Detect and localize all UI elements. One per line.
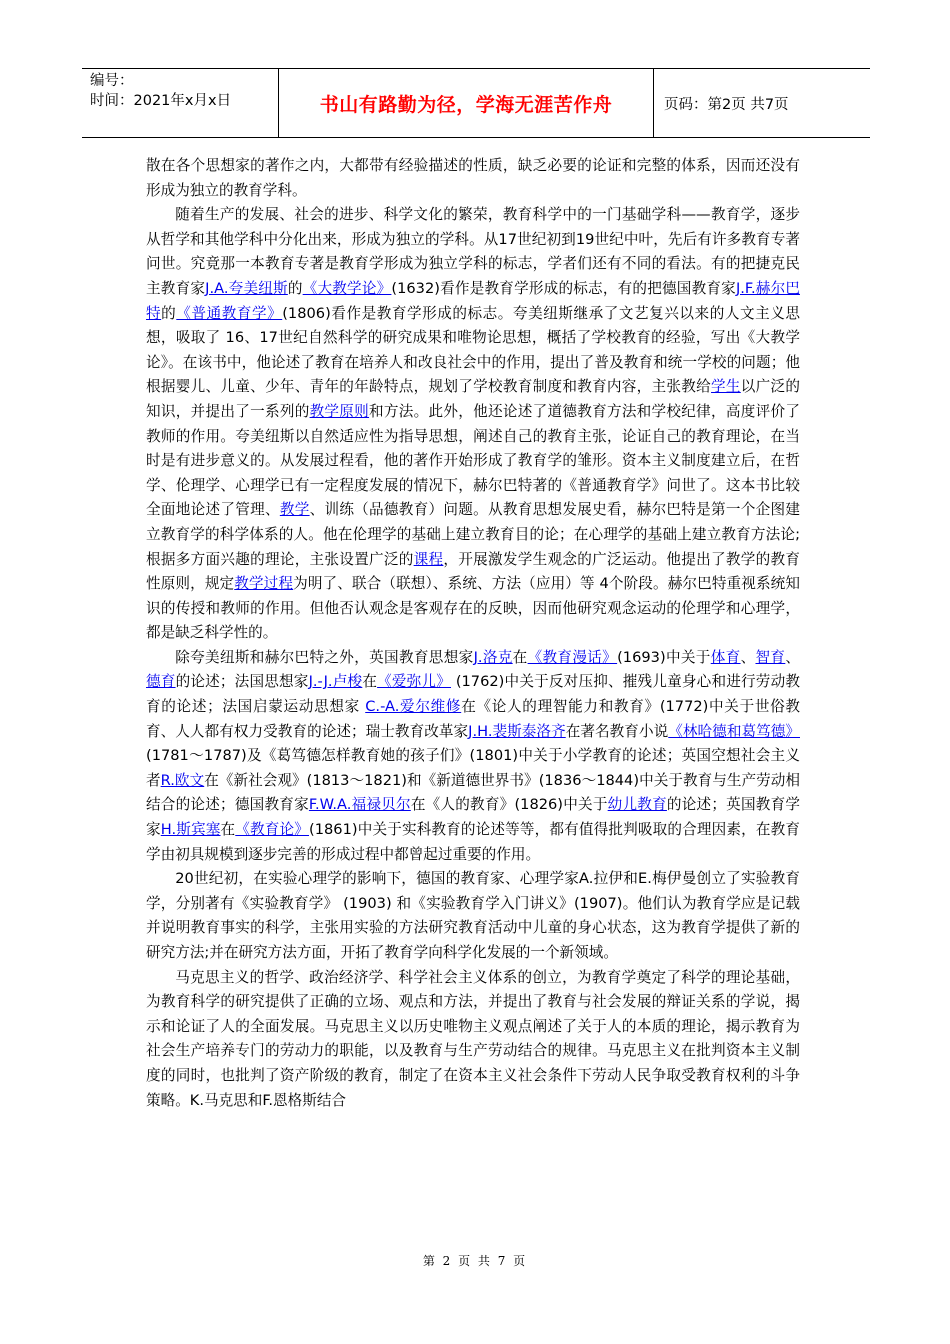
text-run: 随着生产的发展、社会的进步、科学文化的繁荣，教育科学中的一门基础学科——教育学，逐步从哲学和其他学科中分化出来，形成为独立的学科。从17世纪初到19世纪中叶，先后有许多教育专著问世。究竟那一本教育专著是教育学形成为独立学科的标志，学者们还有不同的看法。有的把捷克民主教育家	[146, 206, 800, 297]
paragraph	[146, 203, 800, 646]
text-run: 以广泛的知识，并提出了一系列的	[146, 378, 800, 420]
inline-link[interactable]: 《林哈德和葛笃德》	[668, 722, 800, 740]
text-run: 在	[512, 648, 528, 666]
paragraph	[146, 867, 800, 965]
inline-link[interactable]: J.A.夸美纽斯	[205, 279, 288, 297]
text-run: 和方法。此外，他还论述了道德教育方法和学校纪律，高度评价了教师的作用。夸美纽斯以自然适应性为指导思想，阐述自己的教育主张，论证自己的教育理论，在当时是有进步意义的。从发展过程看，他的著作开始形成了教育学的雏形。资本主义制度建立后，在哲学、伦理学、心理学已有一定程度发展的情况下，赫尔巴特著的《普通教育学》问世了。这本书比较全面地论述了管理、	[146, 402, 800, 519]
header-number-label: 编号：	[90, 73, 134, 89]
text-run: (1762)中关于反对压抑、摧残儿童身心和进行劳动教育的论述；法国启蒙运动思想家	[146, 673, 800, 716]
text-run: 马克思主义的哲学、政治经济学、科学社会主义体系的创立，为教育学奠定了科学的理论基础，为教育科学的研究提供了正确的立场、观点和方法，并提出了教育与社会发展的辩证关系的学说，揭示和论证了人的全面发展。马克思主义以历史唯物主义观点阐述了关于人的本质的理论，揭示教育为社会生产培养专门的劳动力的职能，以及教育与生产劳动结合的规律。马克思主义在批判资本主义制度的同时，也批判了资产阶级的教育，制定了在资本主义社会条件下劳动人民争取受教育权利的斗争策略。K.马克思和F.恩格斯结合	[146, 968, 800, 1109]
text-run: 的论述；法国思想家	[175, 673, 309, 691]
inline-link[interactable]: 教学	[279, 501, 310, 519]
inline-link[interactable]: 《爱弥儿》	[377, 673, 451, 691]
text-run: 为明了、联合（联想）、系统、方法（应用）等 4个阶段。赫尔巴特重视系统知识的传授和教师的作用。但他否认观念是客观存在的反映，因而他研究观念运动的伦理学和心理学，都是缺乏科学性的。	[146, 575, 800, 642]
inline-link[interactable]: 智育	[755, 648, 786, 666]
inline-link[interactable]: H.斯宾塞	[160, 821, 221, 839]
text-run: 散在各个思想家的著作之内，大都带有经验描述的性质，缺乏必要的论证和完整的体系，因而还没有形成为独立的教育学科。	[146, 157, 800, 199]
inline-link[interactable]: F.W.A.福禄贝尔	[308, 796, 411, 814]
inline-link[interactable]: J.-J.卢梭	[308, 673, 363, 691]
paragraph	[146, 966, 800, 1114]
text-run: 在	[220, 821, 236, 839]
text-run: 在《论人的理智能力和教育》(1772)中关于世俗教育、人人都有权力受教育的论述；瑞士教育改革家	[146, 698, 801, 740]
inline-link[interactable]: 教学原则	[309, 402, 370, 420]
text-run: 、训练（品德教育）问题。从教育思想发展史看，赫尔巴特是第一个企图建立教育学的科学体系的人。他在伦理学的基础上建立教育目的论；在心理学的基础上建立教育方法论;根据多方面兴趣的理论，主张设置广泛的	[146, 501, 800, 568]
text-run: 20世纪初，在实验心理学的影响下，德国的教育家、心理学家A.拉伊和E.梅伊曼创立了实验教育学，分别著有《实验教育学》 (1903) 和《实验教育学入门讲义》(1907)。他们认为教育学应是记载并说明教育事实的科学，主张用实验的方法研究教育活动中儿童的身心状态，这为教育学提供了新的研究方法;并在研究方法方面，开拓了教育学向科学化发展的一个新领域。	[146, 870, 800, 961]
inline-link[interactable]: 《大教学论》	[302, 279, 392, 297]
text-run: (1781～1787)及《葛笃德怎样教育她的孩子们》(1801)中关于小学教育的论述；英国空想社会主义者	[146, 747, 800, 789]
inline-link[interactable]: 课程	[413, 550, 444, 568]
inline-link[interactable]: J.H.裴斯泰洛齐	[468, 722, 566, 740]
document-body	[146, 154, 800, 1113]
text-run: 除夸美纽斯和赫尔巴特之外，英国教育思想家	[175, 648, 474, 666]
inline-link[interactable]: 《教育论》	[235, 821, 310, 839]
page-footer: 第 2 页 共 7 页	[422, 1254, 528, 1268]
page-header	[82, 68, 870, 138]
inline-link[interactable]: J.洛克	[473, 648, 513, 666]
text-run: 在	[362, 673, 378, 691]
text-run: 在《新社会观》(1813～1821)和《新道德世界书》(1836～1844)中关于教育与生产劳动相结合的论述；德国教育家	[146, 771, 800, 814]
header-motto: 书山有路勤为径，学海无涯苦作舟	[278, 69, 654, 137]
inline-link[interactable]: 幼儿教育	[607, 796, 667, 814]
inline-link[interactable]: J.F.赫尔巴特	[146, 279, 800, 322]
text-run: 在《人的教育》(1826)中关于	[410, 796, 608, 814]
text-run: (1632)看作是教育学形成的标志，有的把德国教育家	[391, 279, 736, 297]
text-run: (1693)中关于	[617, 648, 711, 666]
text-run: (1861)中关于实科教育的论述等等，都有值得批判吸取的合理因素，在教育学由初具规模到逐步完善的形成过程中都曾起过重要的作用。	[146, 821, 800, 863]
inline-link[interactable]: 体育	[710, 648, 741, 666]
inline-link[interactable]: 德育	[146, 673, 176, 691]
text-run: 的论述；英国教育学家	[146, 796, 800, 839]
inline-link[interactable]: R.欧文	[160, 771, 205, 789]
header-date-label: 时间：2021年x月x日	[90, 93, 232, 109]
inline-link[interactable]: 学生	[711, 378, 741, 396]
paragraph	[146, 154, 800, 203]
text-run: (1806)看作是教育学形成的标志。夸美纽斯继承了文艺复兴以来的人文主义思想，吸取了 16、17世纪自然科学的研究成果和唯物论思想，概括了学校教育的经验，写出《大教学论》。在该书中，他论述了教育在培养人和改良社会中的作用，提出了普及教育和统一学校的问题；他根据婴儿、儿童、少年、青年的年龄特点，规划了学校教育制度和教育内容，主张教给	[146, 304, 800, 396]
header-page-info: 页码：第2页 共7页	[664, 97, 789, 113]
inline-link[interactable]: C.-A.爱尔维修	[365, 698, 462, 716]
header-meta	[90, 71, 231, 111]
inline-link[interactable]: 教学过程	[234, 575, 294, 593]
text-run: 的	[287, 279, 303, 297]
paragraph	[146, 646, 800, 867]
inline-link[interactable]: 《普通教育学》	[176, 304, 283, 322]
text-run: 、	[740, 648, 756, 666]
text-run: ，开展激发学生观念的广泛运动。他提出了教学的教育性原则，规定	[146, 550, 800, 593]
text-run: 、	[785, 648, 800, 666]
text-run: 在著名教育小说	[565, 722, 669, 740]
inline-link[interactable]: 《教育漫话》	[527, 648, 618, 666]
text-run: 的	[161, 304, 177, 322]
